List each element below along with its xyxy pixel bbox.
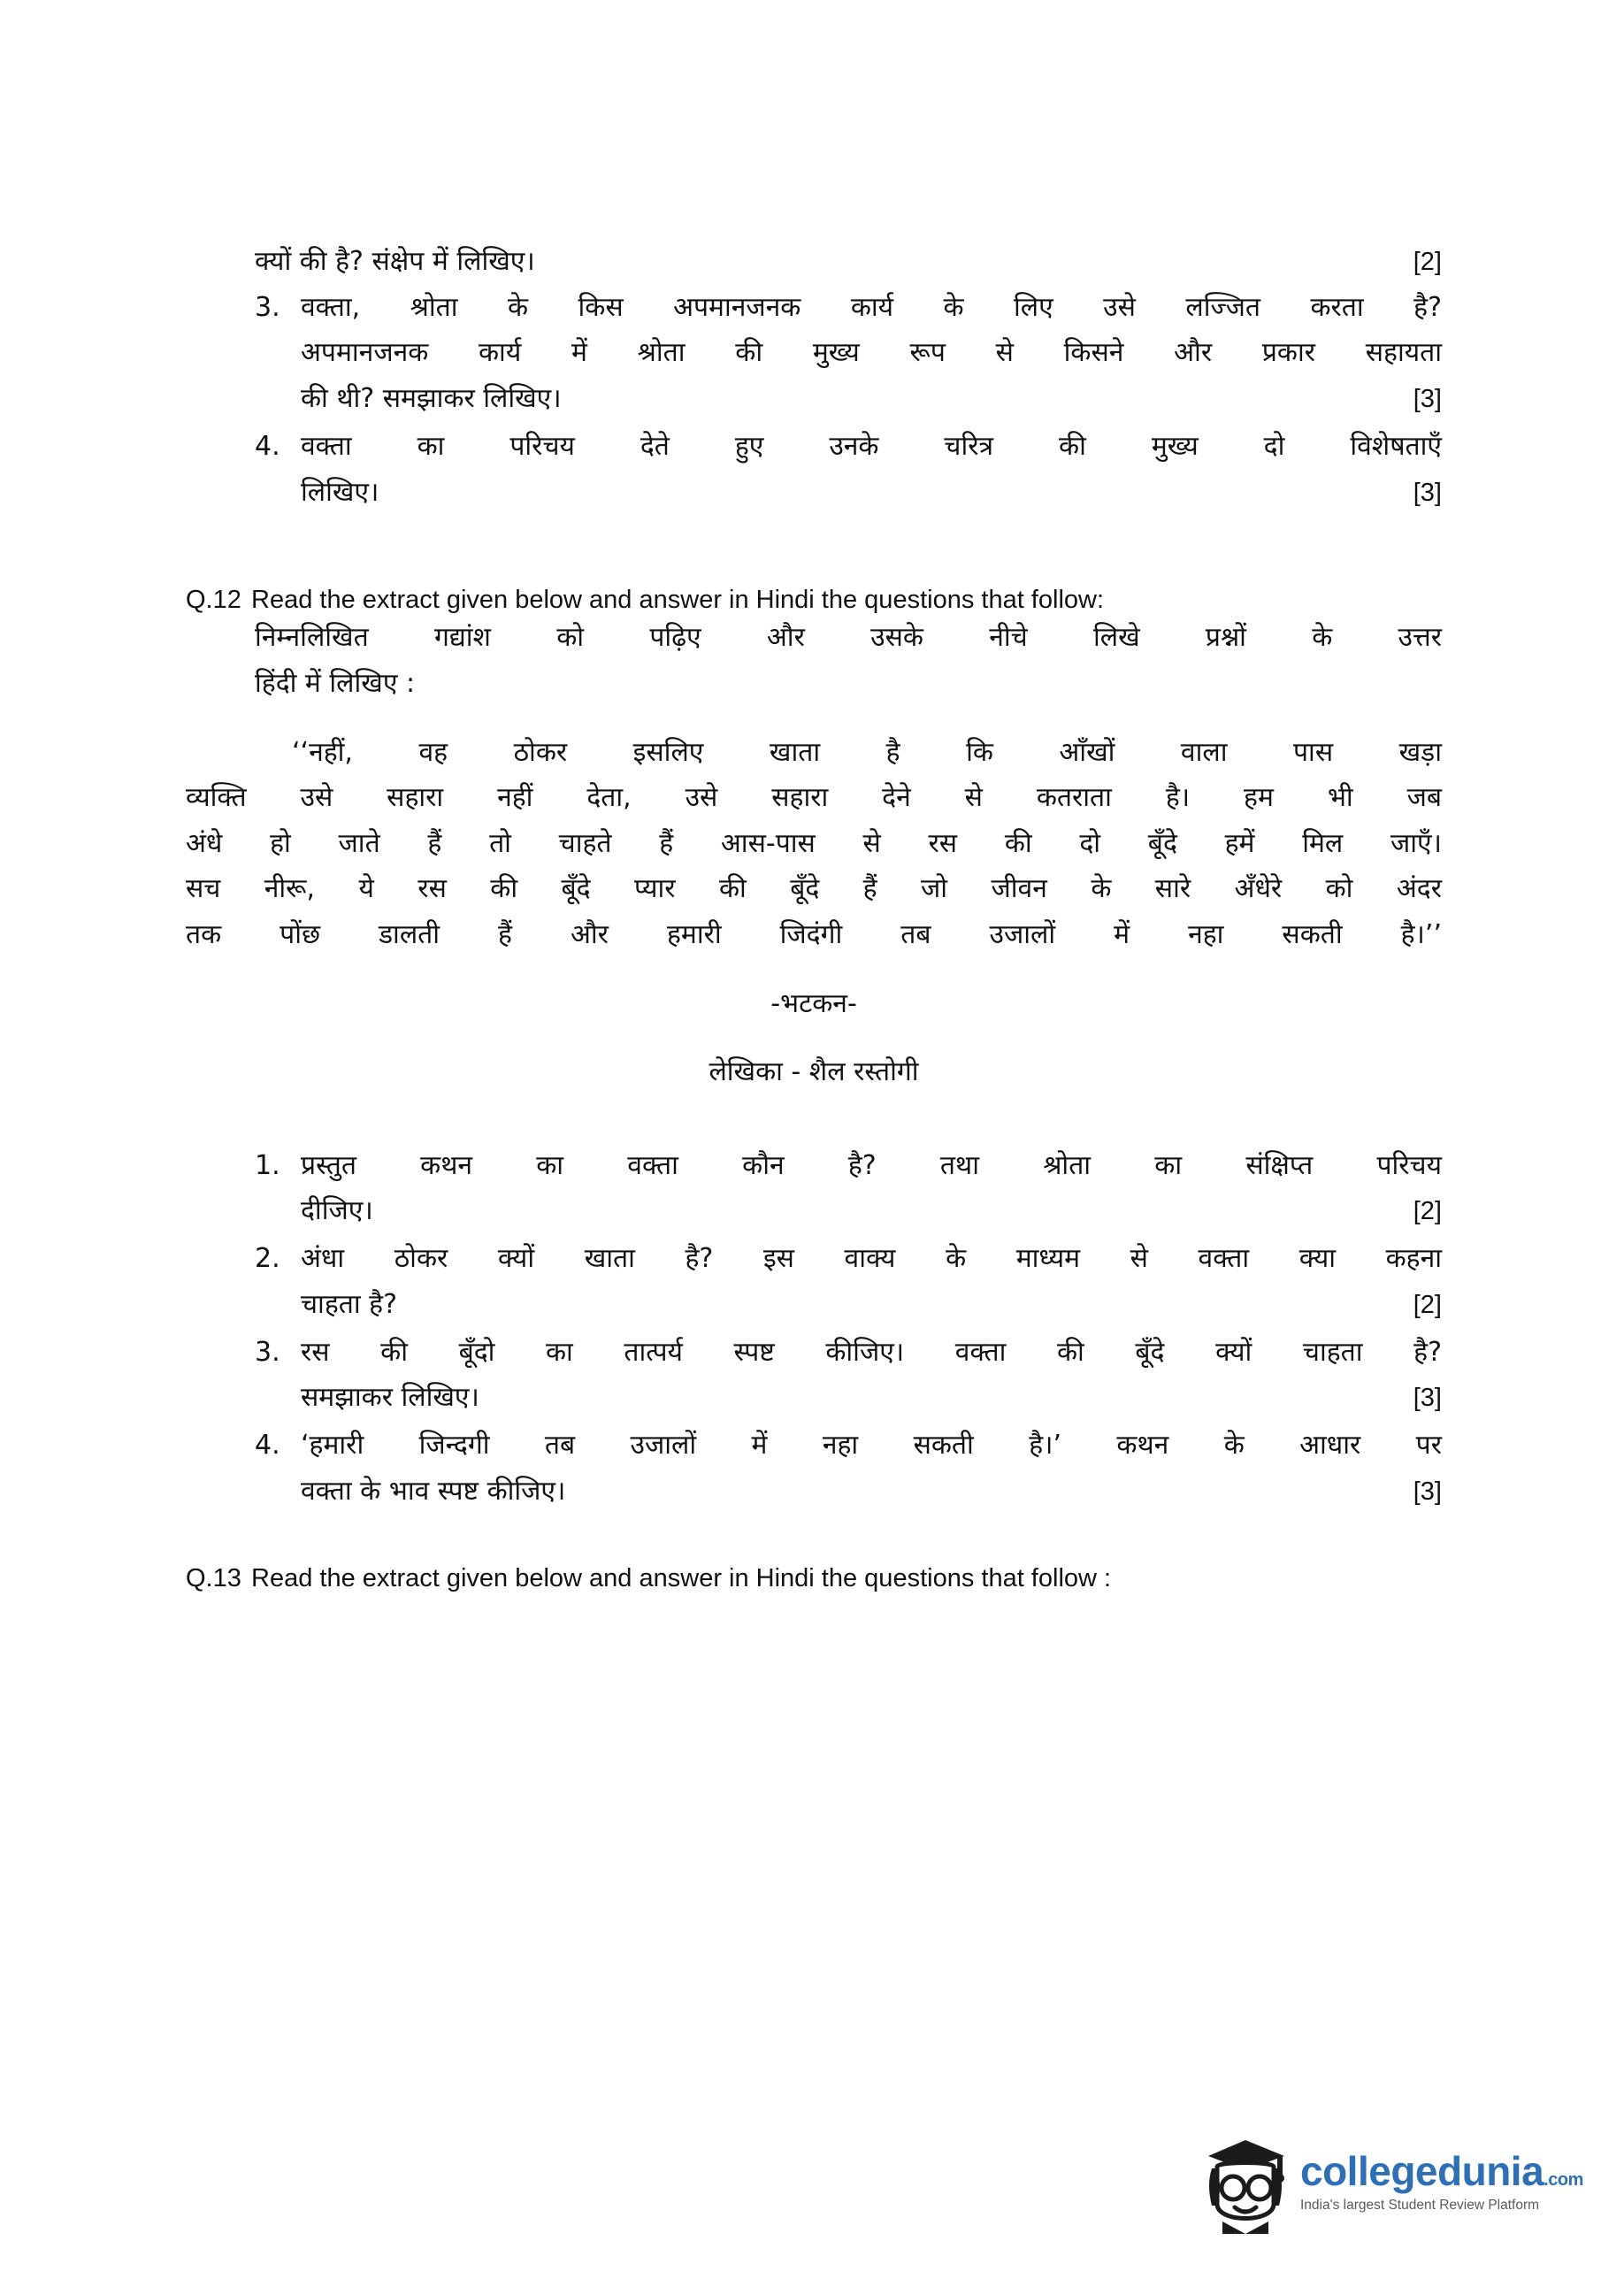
item-number: 2. [255,1243,280,1275]
extract-line: तक पोंछ डालती हैं और हमारी जिदंगी तब उजालों में नहा सकती है।’’ [186,918,1442,950]
list-item [255,1423,1442,1514]
item-line: रस की बूँदो का तात्पर्य स्पष्ट कीजिए। वक्ता की बूँदे क्यों चाहता है? [301,1336,1442,1368]
continued-question-fragment [255,239,1442,285]
question-12-label: Q.12 [186,586,241,615]
item-line-with-marks [301,470,1442,516]
question-12-english-instruction: Read the extract given below and answer in Hindi the questions that follow: [251,586,1105,615]
list-item [255,1236,1442,1327]
list-item [255,1330,1442,1421]
item-line-with-marks [301,1375,1442,1421]
item-line: की थी? समझाकर लिखिए। [301,383,562,415]
extract-line: ‘‘नहीं, वह ठोकर इसलिए खाता है कि आँखों वाला पास खड़ा [292,736,1442,768]
extract-line: सच नीरू, ये रस की बूँदे प्यार की बूँदे हैं जो जीवन के सारे अँधेरे को अंदर [186,873,1442,905]
item-marks: [3] [1413,385,1442,414]
extract-author-credit: लेखिका - शैल रस्तोगी [709,1056,919,1088]
item-line-with-marks [301,1282,1442,1328]
collegedunia-watermark [1199,2123,1583,2240]
item-line: लिखिए। [301,476,379,508]
previous-passage-question-list [255,285,1442,516]
gap [186,1026,1442,1049]
item-line: वक्ता, श्रोता के किस अपमानजनक कार्य के लिए उसे लज्जित करता है? [301,291,1442,323]
item-line-with-marks [301,376,1442,422]
item-line: समझाकर लिखिए। [301,1382,479,1414]
question-12-sub-questions [255,1143,1442,1515]
fragment-text: क्यों की है? संक्षेप में लिखिए। [255,246,535,277]
section-gap [186,517,1442,586]
item-line: वक्ता का परिचय देते हुए उनके चरित्र की मुख्य दो विशेषताएँ [301,430,1442,462]
fragment-marks: [2] [1413,248,1442,276]
list-item [255,424,1442,515]
gap [186,1095,1442,1143]
item-marks: [3] [1413,478,1442,507]
question-13-heading [186,1564,1442,1593]
extract-line: अंधे हो जाते हैं तो चाहते हैं आस-पास से रस की दो बूँदे हमें मिल जाएँ। [186,827,1442,859]
instruction-line: हिंदी में लिखिए : [255,668,416,699]
item-line: प्रस्तुत कथन का वक्ता कौन है? तथा श्रोता का संक्षिप्त परिचय [301,1149,1442,1181]
extract-source-title: -भटकन- [770,987,857,1019]
question-12-heading [186,586,1442,615]
item-line: दीजिए। [301,1195,373,1227]
instruction-line: निम्नलिखित गद्यांश को पढ़िए और उसके नीचे लिखे प्रश्नों के उत्तर [255,622,1442,654]
item-marks: [2] [1413,1290,1442,1319]
brand-suffix: .com [1544,2169,1583,2190]
item-number: 1. [255,1149,280,1181]
question-13-label: Q.13 [186,1563,241,1592]
item-number: 3. [255,291,280,323]
page-content [186,239,1442,1593]
brand-text [1291,2147,1583,2214]
item-line-with-marks [301,1188,1442,1234]
item-marks: [3] [1413,1477,1442,1506]
gap [186,1516,1442,1564]
item-line: वक्ता के भाव स्पष्ट कीजिए। [301,1475,566,1507]
question-12-extract [186,730,1442,958]
extract-line: व्यक्ति उसे सहारा नहीं देता, उसे सहारा देने से कतराता है। हम भी जब [186,782,1442,814]
list-item [255,1143,1442,1234]
mascot-icon [1199,2129,1291,2234]
gap [186,958,1442,981]
item-marks: [3] [1413,1384,1442,1413]
fragment-line [255,239,1442,285]
item-number: 4. [255,1430,280,1462]
item-line: ‘हमारी जिन्दगी तब उजालों में नहा सकती है।’ कथन के आधार पर [301,1430,1442,1462]
list-item [255,285,1442,422]
item-line: अपमानजनक कार्य में श्रोता की मुख्य रूप से किसने और प्रकार सहायता [301,337,1442,369]
item-number: 4. [255,430,280,462]
question-13-english-instruction: Read the extract given below and answer in Hindi the questions that follow : [251,1563,1112,1592]
item-number: 3. [255,1336,280,1368]
item-line: अंधा ठोकर क्यों खाता है? इस वाक्य के माध्यम से वक्ता क्या कहना [301,1243,1442,1275]
brand-name [1300,2147,1583,2194]
question-12-hindi-instruction [255,615,1442,706]
item-marks: [2] [1413,1197,1442,1226]
brand-name-text: collegedunia [1300,2147,1544,2194]
item-line: चाहता है? [301,1288,398,1320]
item-line-with-marks [301,1469,1442,1515]
brand-tagline: India's largest Student Review Platform [1300,2197,1540,2213]
gap [186,707,1442,730]
